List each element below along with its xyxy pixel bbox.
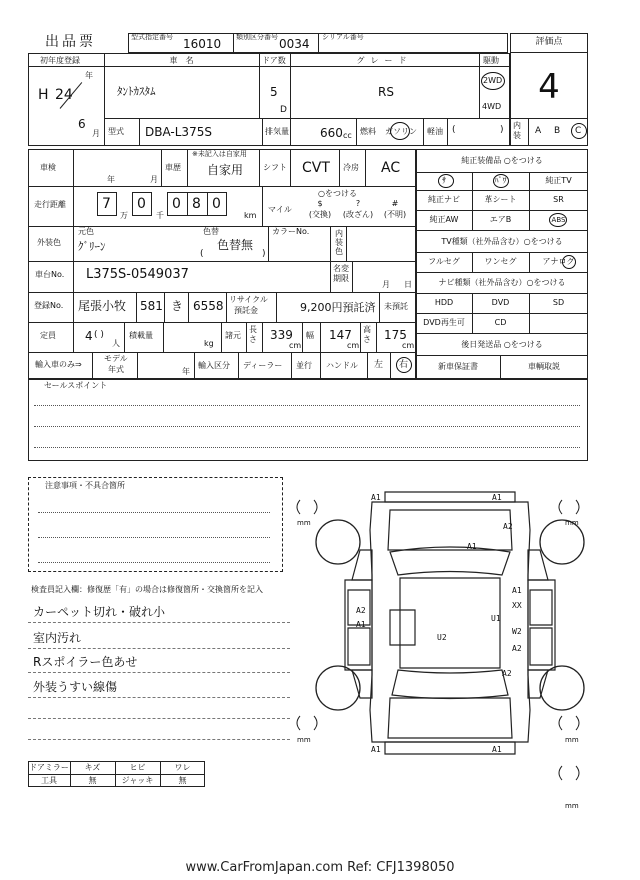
inspection-label: 車検	[40, 163, 56, 172]
mileage-label: 走行距離	[34, 200, 66, 209]
unknown-symbol: #	[391, 199, 399, 208]
note-line-3: Rスポイラー色あせ	[33, 655, 138, 669]
tire-depth-rr: mm	[565, 736, 579, 744]
sales-point-label: セールスポイント	[44, 381, 108, 390]
model-year-unit: 年	[182, 367, 190, 376]
handle-left: 左	[374, 360, 384, 370]
chassis-value: L375S-0549037	[86, 267, 189, 282]
recycle-amount: 9,200円預託済	[300, 301, 376, 314]
import-class-label: 輸入区分	[198, 361, 230, 370]
capacity-label: 定員	[40, 331, 56, 340]
exchanged-text: (交換)	[308, 210, 332, 219]
displacement-unit: cc	[343, 131, 352, 140]
fuel-diesel-label: 軽油	[427, 127, 443, 136]
navi-dvd-play: DVD再生可	[423, 318, 465, 327]
eq-airbag: エアB	[489, 215, 512, 224]
fuel-bracket-open: (	[452, 125, 456, 135]
repaint-value: 色替無	[217, 238, 254, 252]
name-change-label-1: 名変	[333, 264, 349, 273]
original-color-value: ｸﾞﾘｰﾝ	[78, 240, 106, 253]
doors-value: 5	[270, 85, 278, 99]
genuine-label: 純正装備品 ○をつける	[461, 156, 543, 165]
table-h-scratch: キズ	[84, 763, 101, 772]
width-unit: cm	[347, 341, 360, 350]
navi-hdd: HDD	[434, 298, 454, 307]
mileage-unit-sen: 千	[156, 211, 164, 220]
height-label-2: さ	[363, 335, 371, 344]
name-change-month: 月	[382, 280, 390, 289]
eq-ps: ｻ	[442, 176, 446, 185]
interior-color-label-1: 内	[335, 229, 343, 238]
width-value: 147	[329, 328, 352, 342]
later-warranty: 新車保証書	[438, 362, 478, 371]
ac-label: 冷房	[343, 163, 359, 172]
name-change-label-2: 期限	[333, 274, 349, 283]
mark-right-door-xx: XX	[512, 601, 522, 610]
eq-aw: 純正AW	[429, 215, 459, 224]
reg-year: 24	[55, 87, 73, 103]
score-value: 4	[538, 67, 560, 107]
note-line-1: カーペット切れ・破れ小	[33, 605, 166, 619]
mileage-digit-2: 0	[137, 196, 146, 212]
category-label: 類別区分番号	[236, 33, 278, 41]
first-reg-label: 初年度登録	[40, 56, 80, 65]
grade-value: RS	[378, 85, 394, 99]
color-label: 外装色	[37, 238, 61, 247]
fuel-label: 燃料	[360, 127, 376, 136]
caution-label: 注意事項・不具合箇所	[45, 481, 125, 490]
displacement-label: 排気量	[265, 127, 289, 136]
drive-4wd: 4WD	[482, 102, 502, 111]
later-manual: 車輌取説	[528, 362, 560, 371]
mark-fender-right: A2	[503, 522, 513, 531]
car-name-value: ﾀﾝﾄｶｽﾀﾑ	[117, 85, 156, 98]
chassis-label: 車台No.	[35, 270, 65, 279]
interior-label-2: 装	[513, 131, 521, 140]
plate-class: 581	[140, 299, 163, 313]
doors-label: ドア数	[262, 56, 286, 65]
repaint-paren-close: )	[262, 249, 266, 259]
height-unit: cm	[402, 341, 415, 350]
interior-label-1: 内	[513, 121, 521, 130]
length-unit: cm	[289, 341, 302, 350]
tire-depth-fr: mm	[565, 519, 579, 527]
dim-label: 諸元	[225, 331, 241, 340]
serial-label: シリアル番号	[322, 33, 364, 41]
table-v-none-1: 無	[88, 776, 97, 785]
mileage-digit-4: 8	[192, 196, 201, 212]
dealer-label: ディーラー	[243, 361, 283, 370]
table-v-tools: 工具	[41, 776, 57, 785]
table-h-mirror: ドアミラー	[29, 763, 69, 772]
navi-sd: SD	[552, 298, 565, 307]
year-unit: 年	[85, 71, 93, 80]
car-name-label: 車 名	[169, 56, 194, 65]
tampered-text: (改ざん)	[342, 210, 374, 219]
mileage-unit-man: 万	[120, 211, 128, 220]
mark-roof: U2	[437, 633, 447, 642]
sales-point-box	[28, 379, 588, 461]
later-label: 後日発送品 ○をつける	[461, 340, 543, 349]
mileage-circle-note: ○をつける	[318, 189, 357, 198]
interior-grade-a: A	[535, 126, 542, 136]
mark-rear-right: A1	[492, 745, 502, 754]
original-color-label: 元色	[78, 227, 94, 236]
ac-value: AC	[381, 160, 401, 176]
usage-label: 車歴	[165, 163, 181, 172]
navi-cd: CD	[494, 318, 507, 327]
mileage-digit-5: 0	[212, 196, 221, 212]
mark-left-door-a2: A2	[356, 606, 366, 615]
length-label-2: さ	[249, 335, 257, 344]
mark-right-rear-a2: A2	[512, 644, 522, 653]
fuel-bracket-close: )	[500, 125, 504, 135]
fuel-gas: ガソリン	[385, 127, 417, 136]
mark-right-door-a1: A1	[512, 586, 522, 595]
drive-label: 駆動	[483, 56, 499, 65]
mark-right-door-u1: U1	[491, 614, 501, 623]
usage-note: ※未記入は自家用	[192, 150, 247, 158]
recycle-unpaid: 未預託	[384, 302, 408, 311]
inspection-month-unit: 月	[150, 175, 158, 184]
table-v-none-2: 無	[178, 776, 187, 785]
handle-right: 右	[399, 360, 409, 370]
footer-watermark: www.CarFromJapan.com Ref: CFJ1398050	[185, 860, 455, 875]
interior-grade-b: B	[554, 126, 561, 136]
shift-label: シフト	[263, 163, 287, 172]
plate-area: 尾張小牧	[78, 299, 127, 313]
type-label: 型式	[108, 127, 124, 136]
displacement-value: 660	[320, 126, 343, 140]
score-label: 評価点	[535, 37, 563, 47]
eq-sr: SR	[553, 195, 564, 204]
note-line-2: 室内汚れ	[33, 631, 82, 645]
shift-value: CVT	[302, 160, 330, 176]
recycle-label-1: リサイクル	[229, 295, 268, 304]
height-value: 175	[384, 328, 407, 342]
mark-front-left: A1	[371, 493, 381, 502]
tv-full: フルセグ	[428, 257, 460, 266]
repaint-paren-open: (	[200, 249, 204, 259]
capacity-value: 4	[85, 329, 93, 343]
inspection-year-unit: 年	[107, 175, 115, 184]
car-damage-diagram	[290, 480, 590, 810]
model-year-label-2: 年式	[108, 365, 124, 374]
mileage-digit-1: 7	[102, 196, 111, 212]
inspector-label: 検査員記入欄：修復歴「有」の場合は修復箇所・交換箇所を記入	[31, 585, 263, 594]
recycle-label-2: 預託金	[234, 306, 258, 315]
door-type: D	[280, 105, 287, 115]
length-value: 339	[270, 328, 293, 342]
interior-color-label-3: 色	[335, 247, 343, 256]
eq-tv: 純正TV	[545, 176, 572, 185]
parallel-label: 並行	[296, 361, 312, 370]
tire-depth-rl: mm	[297, 736, 311, 744]
category-value: 0034	[279, 37, 310, 51]
model-designation-value: 16010	[183, 37, 222, 51]
plate-label: 登録No.	[34, 301, 64, 310]
model-year-label-1: モデル	[104, 354, 128, 363]
tire-depth-spare: mm	[565, 802, 579, 810]
tv-label: TV種類（社外品含む）○をつける	[441, 237, 563, 246]
import-label: 輸入車のみ⇒	[35, 360, 82, 369]
plate-number: 6558	[193, 299, 224, 313]
mile-label: マイル	[268, 205, 292, 214]
tv-one: ワンセグ	[484, 257, 517, 266]
load-label: 積載量	[129, 331, 153, 340]
table-v-jack: ジャッキ	[121, 776, 154, 785]
eq-abs: ABS	[551, 216, 566, 224]
length-label-1: 長	[249, 325, 257, 334]
navi-dvd: DVD	[491, 298, 510, 307]
table-h-crack: ヒビ	[129, 763, 146, 772]
interior-color-label-2: 装	[335, 238, 343, 247]
current-color-label: 色替	[203, 227, 219, 236]
tv-analog: アナログ	[542, 257, 575, 266]
plate-kana: き	[171, 299, 184, 313]
eq-pw: ﾊﾟﾜ	[494, 176, 507, 185]
mark-right-rear-w2: W2	[512, 627, 522, 636]
drive-2wd: 2WD	[483, 76, 503, 85]
note-line-4: 外装うすい線傷	[33, 680, 118, 694]
capacity-unit: 人	[112, 339, 120, 348]
eq-navi: 純正ナビ	[428, 195, 460, 204]
navi-label: ナビ種類（社外品含む）○をつける	[438, 278, 566, 287]
tampered-symbol: ?	[355, 199, 361, 208]
mark-left-door-a1: A1	[356, 620, 366, 629]
interior-grade-c: C	[575, 126, 582, 136]
capacity-paren: ( )	[94, 330, 104, 340]
usage-value: 自家用	[207, 163, 244, 177]
load-unit: kg	[204, 339, 214, 348]
caution-box	[28, 477, 283, 572]
reg-era: H	[38, 87, 49, 103]
exchanged-symbol: $	[317, 199, 323, 208]
tire-depth-fl: mm	[297, 519, 311, 527]
mark-quarter-right: A2	[502, 669, 512, 678]
handle-label: ハンドル	[326, 361, 358, 370]
height-label-1: 高	[363, 325, 371, 334]
model-designation-label: 型式指定番号	[131, 33, 173, 41]
reg-month: 6	[78, 117, 86, 131]
unknown-text: (不明)	[383, 210, 407, 219]
mark-front-right: A1	[492, 493, 502, 502]
type-value: DBA-L375S	[145, 125, 212, 139]
eq-leather: 革シート	[484, 195, 517, 204]
mark-hood: A1	[467, 542, 477, 551]
mark-rear-left: A1	[371, 745, 381, 754]
form-title: 出品票	[45, 34, 96, 50]
name-change-day: 日	[404, 280, 412, 289]
color-no-label: カラーNo.	[272, 227, 310, 236]
mileage-unit-km: km	[244, 211, 257, 220]
width-label: 幅	[306, 331, 314, 340]
month-unit: 月	[92, 129, 100, 138]
table-h-break: ワレ	[174, 763, 191, 772]
grade-label: グレード	[356, 56, 413, 65]
mileage-digit-3: 0	[172, 196, 181, 212]
